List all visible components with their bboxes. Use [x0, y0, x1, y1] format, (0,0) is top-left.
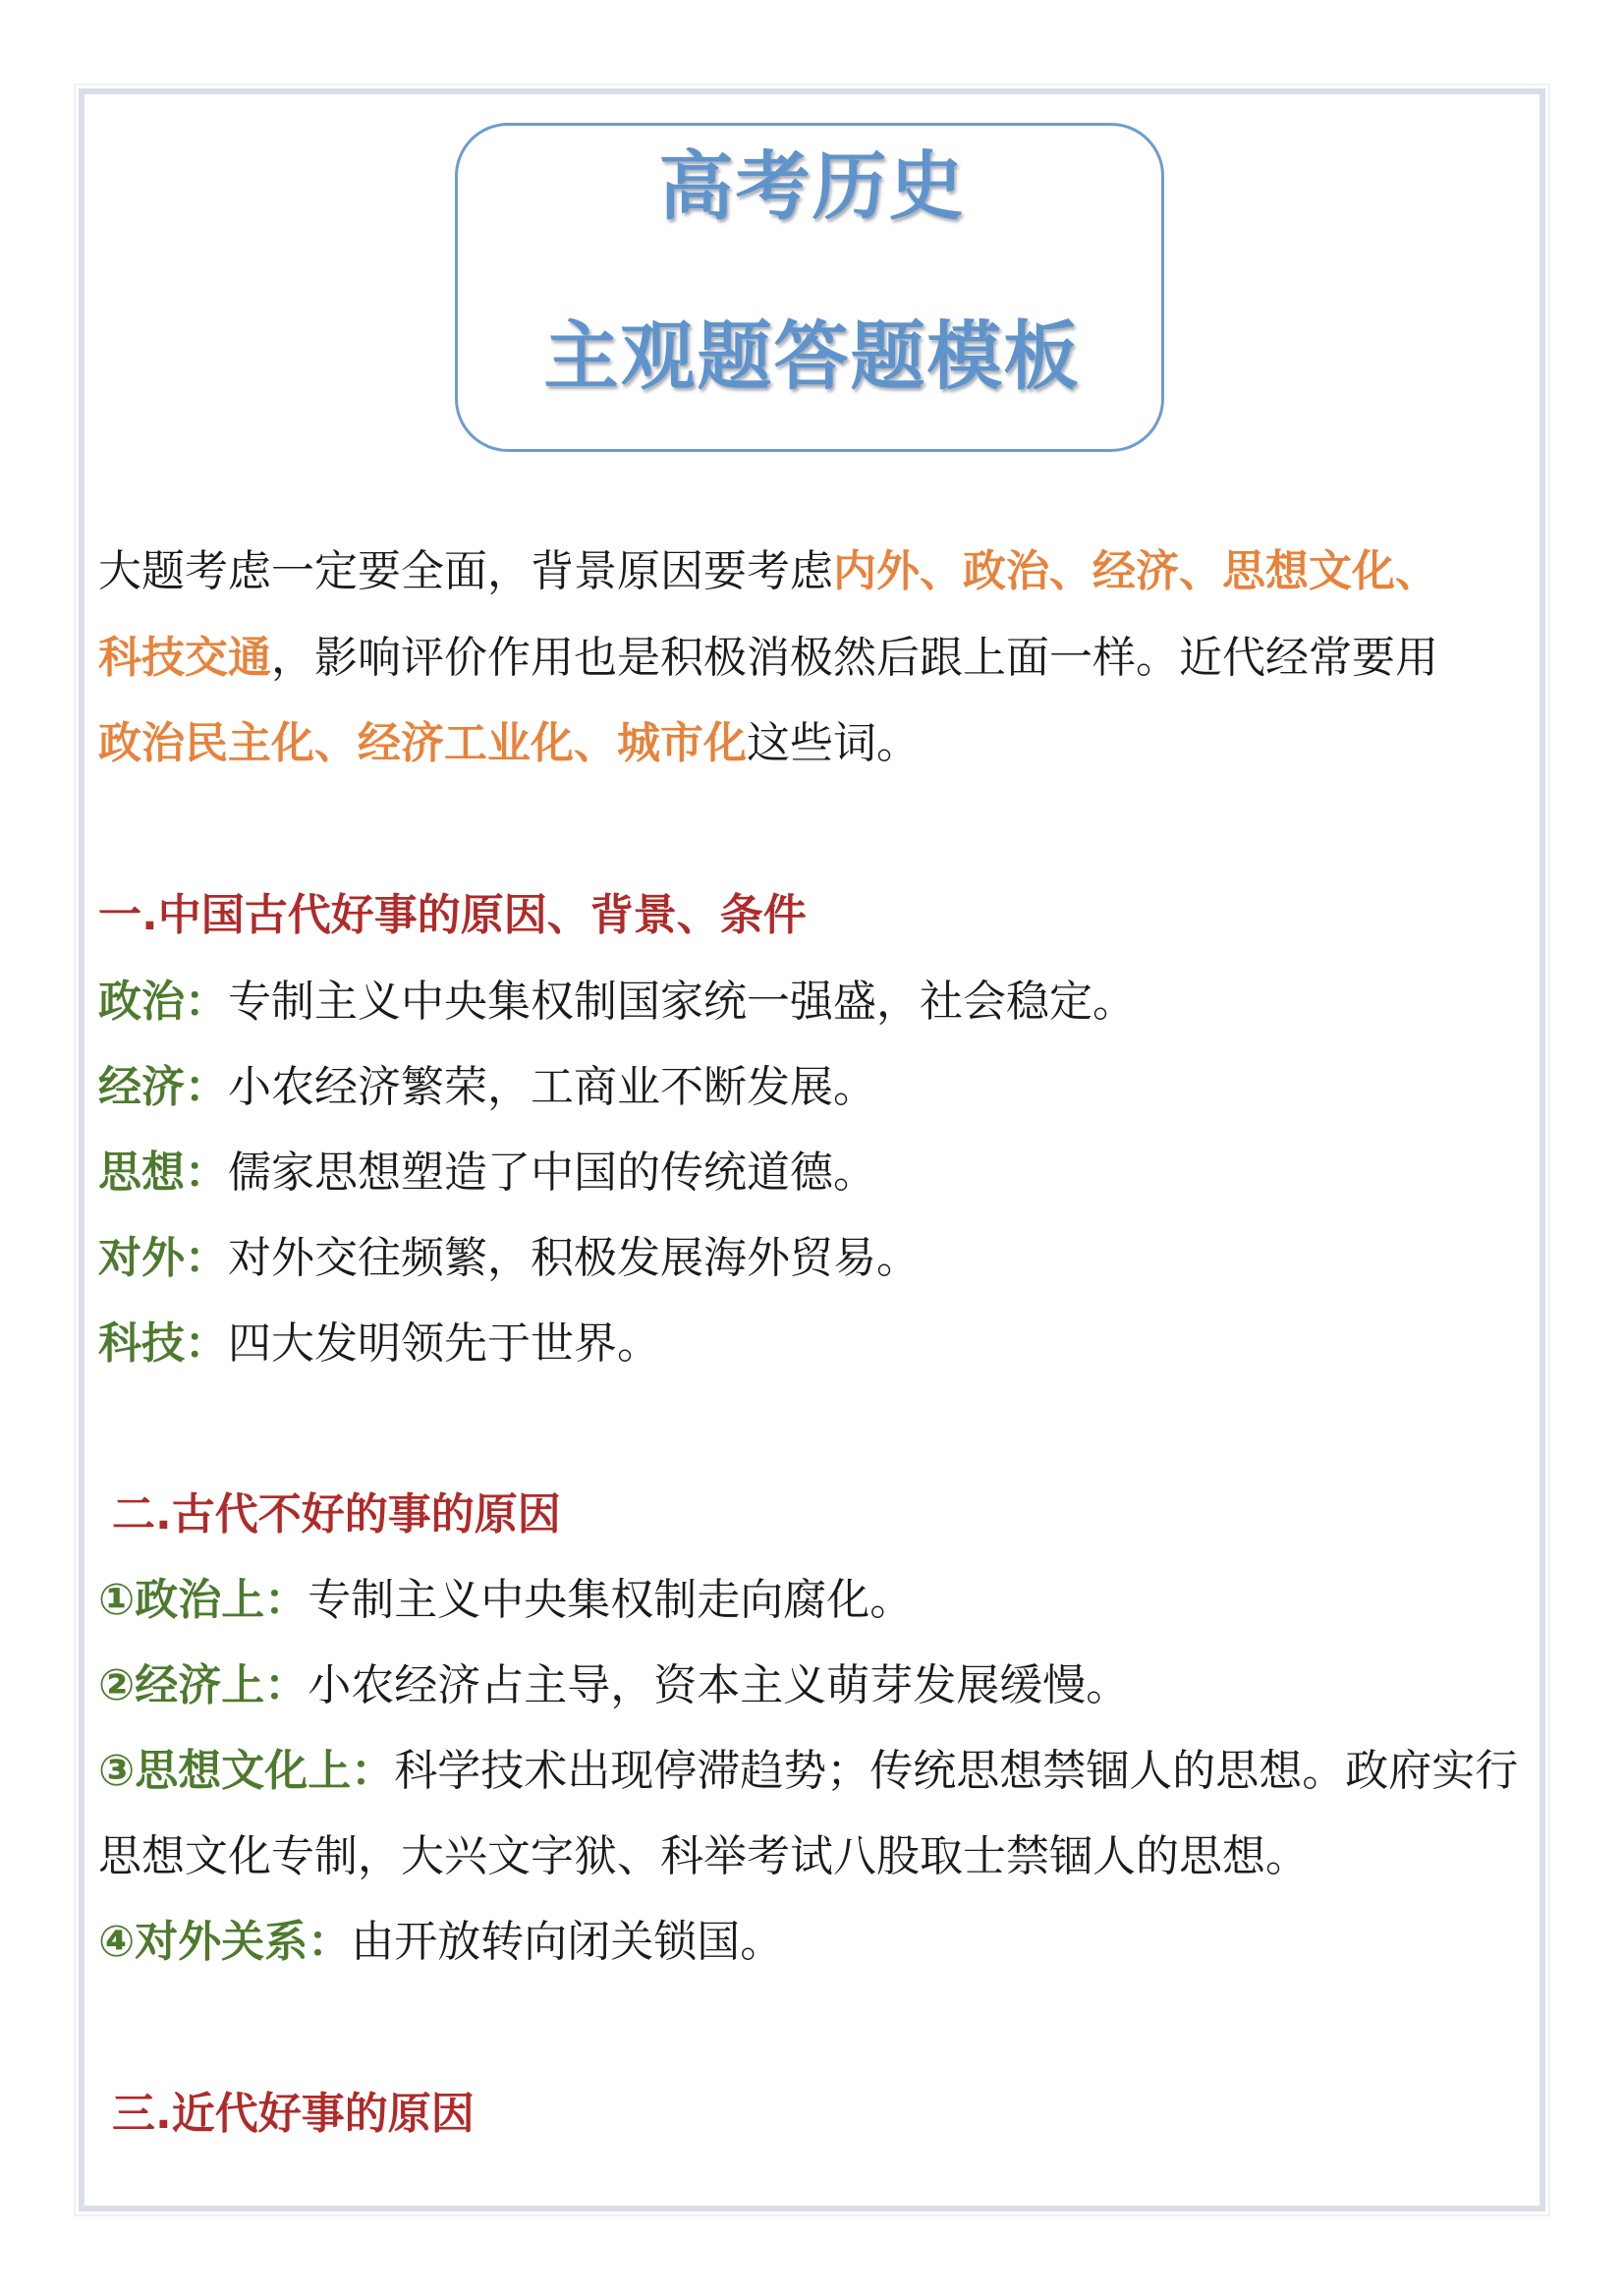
intro-text: ，影响评价作用也是积极消极然后跟上面一样。近代经常要用 — [271, 633, 1438, 683]
item-label: ④对外关系： — [98, 1917, 352, 1967]
intro-line-2 — [98, 633, 1438, 683]
intro-highlight: 内外、政治、经济、思想文化、 — [833, 546, 1438, 596]
section-3-heading: 三.近代好事的原因 — [112, 2089, 475, 2139]
section-1-item — [98, 977, 1136, 1027]
item-label: 科技： — [98, 1318, 228, 1369]
item-text: 对外交往频繁，积极发展海外贸易。 — [228, 1233, 920, 1283]
section-1-item — [98, 1148, 876, 1198]
item-text: 思想文化专制，大兴文字狱、科举考试八股取士禁锢人的思想。 — [98, 1831, 1309, 1881]
section-2-heading: 二.古代不好的事的原因 — [112, 1489, 561, 1540]
intro-line-3 — [98, 718, 920, 768]
intro-text: 这些词。 — [747, 718, 920, 768]
item-text: 科学技术出现停滞趋势；传统思想禁锢人的思想。政府实行 — [394, 1746, 1519, 1796]
section-1-heading: 一.中国古代好事的原因、背景、条件 — [98, 890, 807, 940]
section-1-item — [98, 1062, 876, 1112]
item-text: 小农经济繁荣，工商业不断发展。 — [228, 1062, 876, 1112]
item-text: 小农经济占主导，资本主义萌芽发展缓慢。 — [308, 1660, 1130, 1710]
item-label: ②经济上： — [98, 1660, 308, 1710]
item-label: 对外： — [98, 1233, 228, 1283]
section-2-item-continued — [98, 1831, 1309, 1881]
intro-highlight: 政治民主化、经济工业化、城市化 — [98, 718, 747, 768]
item-text: 四大发明领先于世界。 — [228, 1318, 660, 1369]
item-label: 政治： — [98, 977, 228, 1027]
title-line-2: 主观题答题模板 — [543, 312, 1081, 400]
title-line-1: 高考历史 — [658, 142, 966, 230]
intro-line-1 — [98, 546, 1438, 596]
section-1-item — [98, 1233, 920, 1283]
section-2-item — [98, 1660, 1130, 1710]
item-label: 思想： — [98, 1148, 228, 1198]
item-label: ①政治上： — [98, 1575, 308, 1625]
item-label: ③思想文化上： — [98, 1746, 395, 1796]
section-2-item — [98, 1575, 914, 1625]
item-label: 经济： — [98, 1062, 228, 1112]
item-text: 儒家思想塑造了中国的传统道德。 — [228, 1148, 876, 1198]
section-2-item — [98, 1917, 784, 1967]
section-1-item — [98, 1318, 660, 1369]
item-text: 专制主义中央集权制国家统一强盛，社会稳定。 — [228, 977, 1136, 1027]
intro-highlight: 科技交通 — [98, 633, 271, 683]
section-2-item — [98, 1746, 1519, 1796]
item-text: 专制主义中央集权制走向腐化。 — [308, 1575, 914, 1625]
intro-text: 大题考虑一定要全面，背景原因要考虑 — [98, 546, 833, 596]
item-text: 由开放转向闭关锁国。 — [351, 1917, 784, 1967]
